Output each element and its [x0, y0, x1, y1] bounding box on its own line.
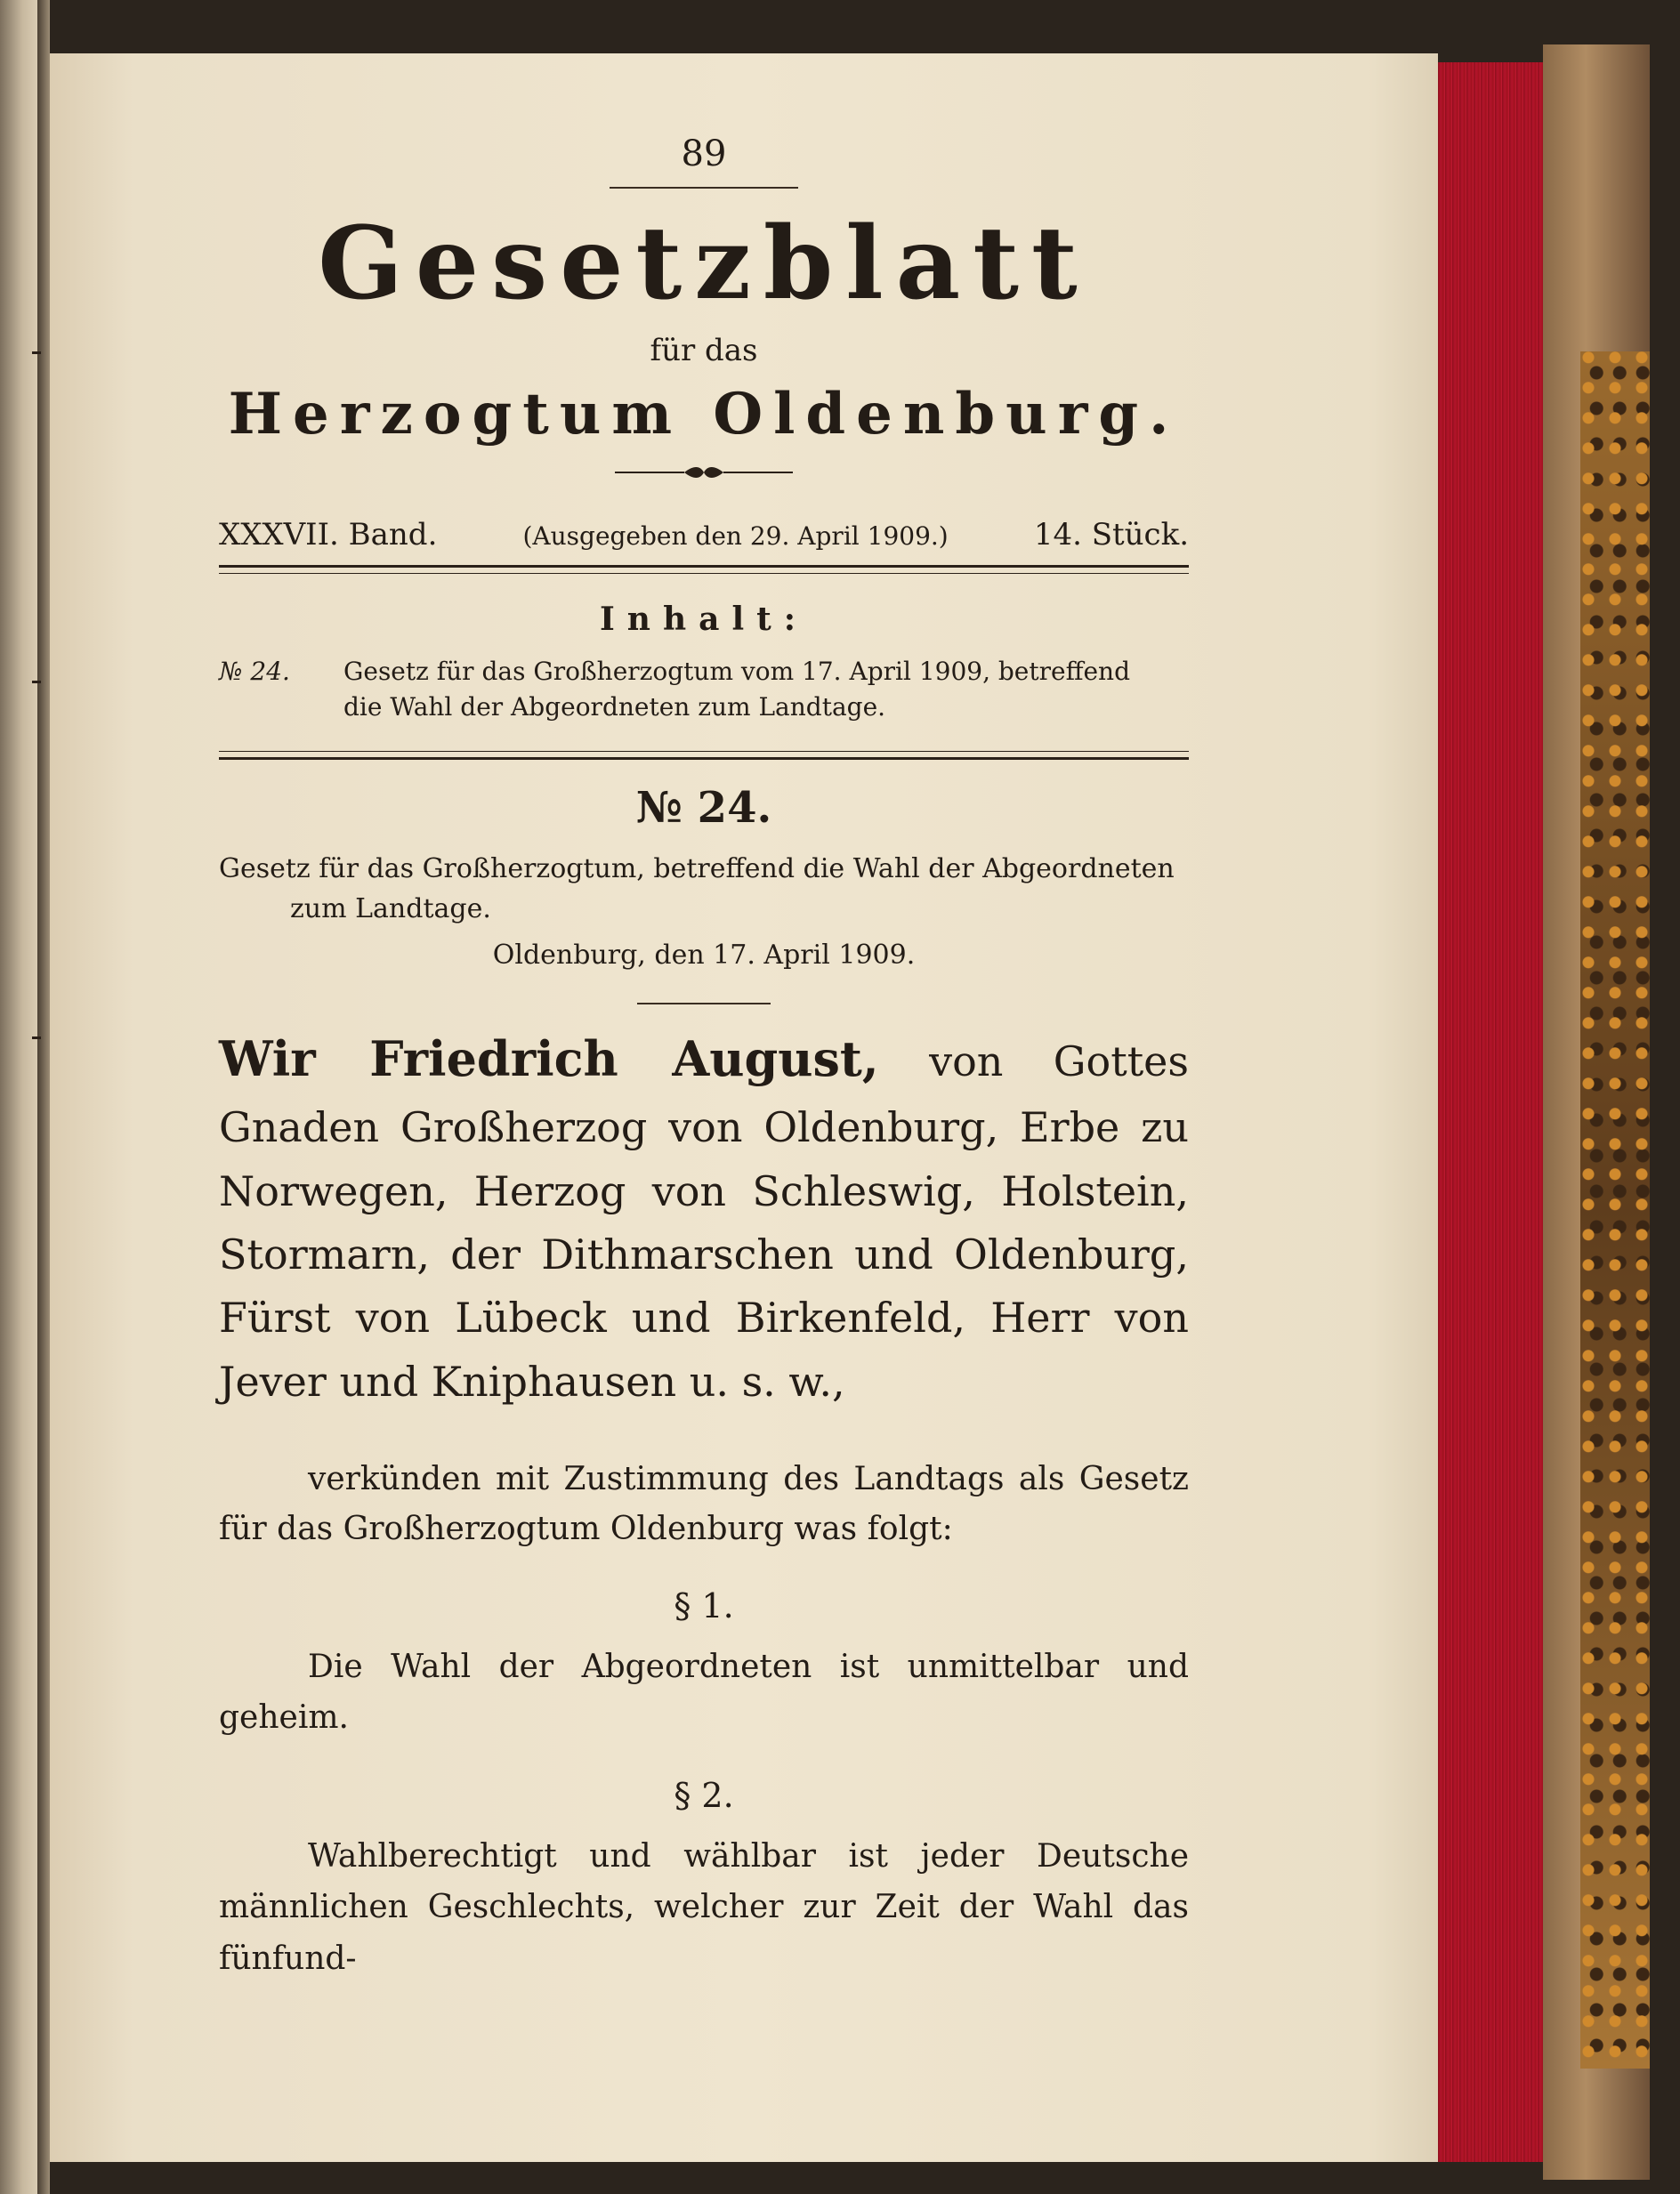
- red-page-edges: [1438, 62, 1543, 2162]
- gazette-subtitle: Herzogtum Oldenburg.: [228, 380, 1180, 448]
- gazette-title: Gesetzblatt: [318, 206, 1090, 322]
- preamble: [219, 1022, 1189, 1414]
- volume-label: XXXVII. Band.: [219, 516, 438, 553]
- preamble-text: von Gottes Gnaden Großherzog von Oldenburg, Erbe zu Norwegen, Herzog von Schleswig, Holstein, Stormarn, der Dithmarschen und Oldenburg, Fürst von Lübeck und Birkenfeld, Herr von Jever und Kniphausen u. s. w.,: [219, 1037, 1190, 1406]
- marbled-cover-paper: [1580, 351, 1650, 2069]
- page-content: [219, 133, 1189, 2017]
- issue-line: [219, 517, 1189, 553]
- header-double-rule: [219, 565, 1189, 574]
- page-number: 89: [681, 133, 727, 174]
- law-title-line: Gesetz für das Großherzogtum, betreffend die Wahl der Abgeordneten: [219, 852, 1175, 884]
- section-text: Wahlberechtigt und wählbar ist jeder Deutsche männlichen Geschlechts, welcher zur Zeit der Wahl das fünfund-: [219, 1837, 1189, 1977]
- binding-hole: [32, 1037, 41, 1039]
- divider-rule: [637, 1003, 771, 1004]
- contents-entry-line: die Wahl der Abgeordneten zum Landtage.: [343, 692, 886, 722]
- law-title-line: zum Landtage.: [290, 892, 491, 924]
- contents-entry-line: Gesetz für das Großherzogtum vom 17. April 1909, betreffend: [343, 656, 1130, 686]
- enactment-clause: verkünden mit Zustimmung des Landtags als Gesetz für das Großherzogtum Oldenburg was folgt:: [219, 1460, 1189, 1547]
- law-number: № 24.: [635, 782, 772, 833]
- page-number-rule: [610, 187, 798, 189]
- piece-number: 14. Stück.: [1033, 516, 1189, 553]
- contents-double-rule: [219, 751, 1189, 760]
- binding-hole: [32, 351, 41, 354]
- contents-heading: Inhalt:: [599, 600, 809, 638]
- binding-hole: [32, 681, 41, 683]
- section-sign: § 2.: [674, 1775, 734, 1815]
- section-text: Die Wahl der Abgeordneten ist unmittelbar und geheim.: [219, 1648, 1189, 1737]
- preamble-lead: Wir Friedrich August,: [219, 1029, 879, 1087]
- contents-entry: [219, 654, 1189, 726]
- issue-date: (Ausgegeben den 29. April 1909.): [522, 520, 949, 551]
- place-date: Oldenburg, den 17. April 1909.: [492, 939, 916, 971]
- for-label: für das: [650, 332, 758, 368]
- law-title: [219, 849, 1189, 929]
- section-sign: § 1.: [674, 1585, 734, 1625]
- ornament-flourish-icon: [615, 464, 793, 481]
- left-page-edge: [0, 0, 37, 2194]
- contents-entry-number: № 24.: [219, 656, 290, 686]
- book-gutter: [37, 0, 50, 2194]
